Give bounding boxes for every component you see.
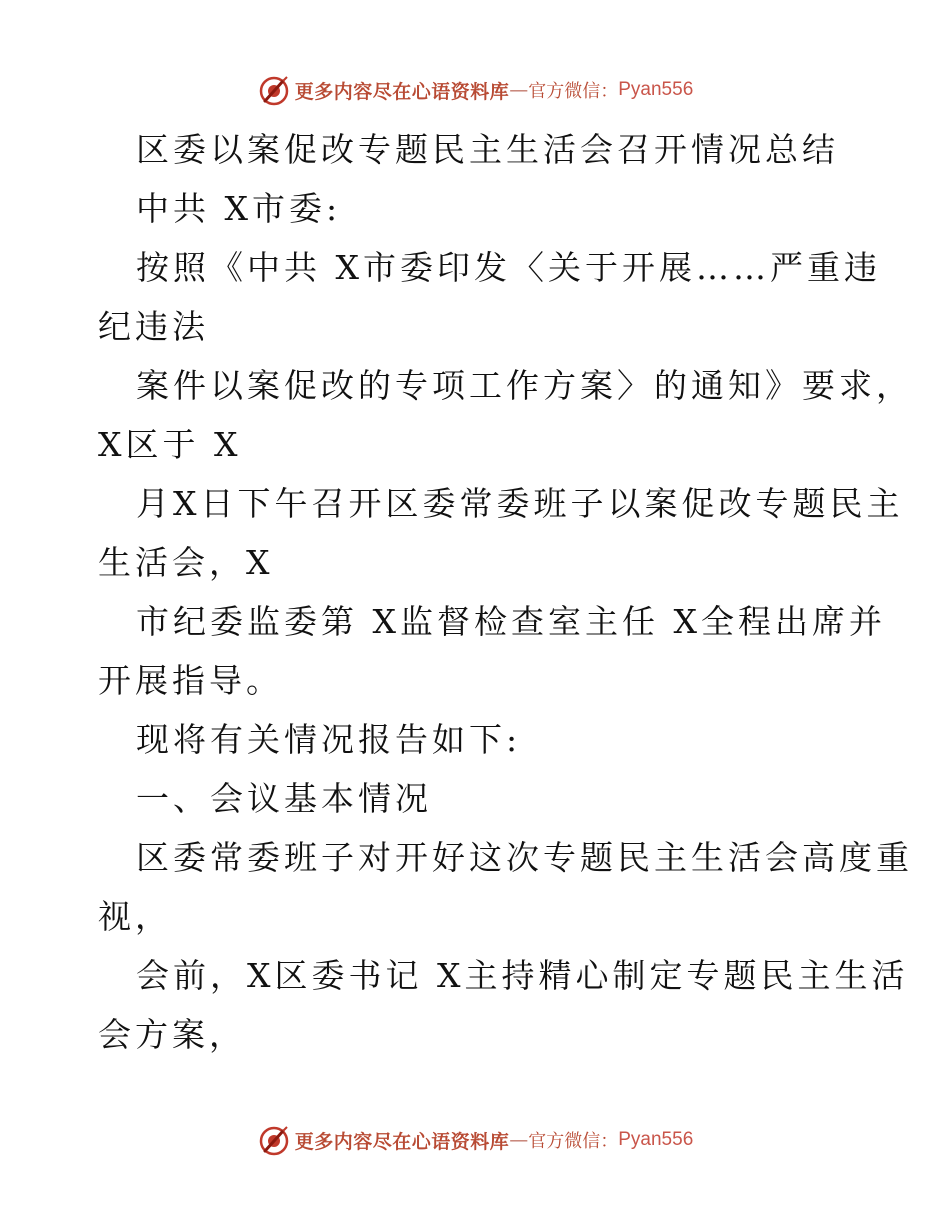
paragraph-line: X区于 X (98, 425, 242, 464)
pen-logo-icon (257, 73, 291, 107)
document-addressee: 中共 X市委: (136, 189, 342, 228)
paragraph-line: 案件以案促改的专项工作方案〉的通知》要求， (136, 366, 913, 405)
banner-wechat-id: Pyan556 (618, 79, 694, 100)
paragraph-line: 会前，X区委书记 X主持精心制定专题民主生活 (136, 956, 909, 995)
banner-wechat-id: Pyan556 (618, 1129, 694, 1150)
paragraph-line: 区委常委班子对开好这次专题民主生活会高度重 (136, 838, 913, 877)
paragraph-line: 月X日下午召开区委常委班子以案促改专题民主 (136, 484, 904, 523)
paragraph-line: 会方案， (98, 1015, 246, 1054)
banner-separator: — (509, 1129, 529, 1151)
paragraph-line: 纪违法 (98, 307, 209, 346)
banner-brand-text: 更多内容尽在心语资料库 (294, 80, 510, 103)
paragraph-line: 市纪委监委第 X监督检查室主任 X全程出席并 (136, 602, 886, 641)
banner-wechat-label: 官方微信： (528, 1131, 619, 1152)
paragraph-line: 开展指导。 (98, 661, 283, 700)
paragraph-line: 视， (98, 897, 172, 936)
banner-wechat-label: 官方微信： (528, 81, 619, 102)
footer-watermark-banner (0, 1120, 950, 1160)
banner-brand-text: 更多内容尽在心语资料库 (294, 1130, 510, 1153)
document-title: 区委以案促改专题民主生活会召开情况总结 (136, 130, 839, 169)
banner-separator: — (509, 79, 529, 101)
pen-logo-icon (257, 1123, 291, 1157)
header-watermark-banner (0, 70, 950, 110)
document-body (98, 120, 913, 1064)
section-heading: 一、会议基本情况 (136, 779, 432, 818)
paragraph-line: 现将有关情况报告如下: (136, 720, 522, 759)
paragraph-line: 按照《中共 X市委印发〈关于开展……严重违 (136, 248, 881, 287)
paragraph-line: 生活会，X (98, 543, 274, 582)
